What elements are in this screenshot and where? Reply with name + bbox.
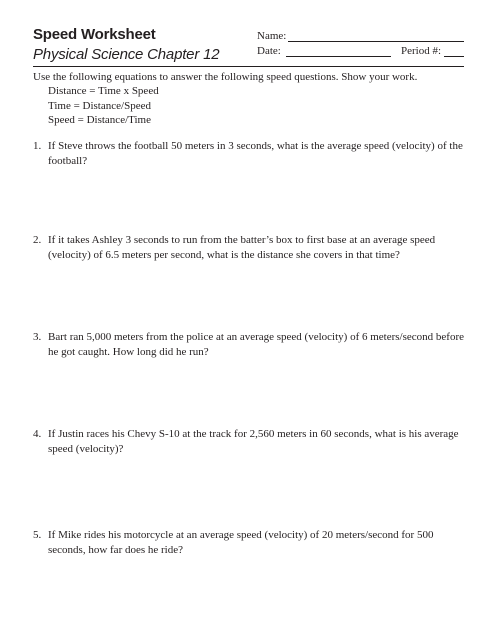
question-number: 1. — [33, 140, 42, 152]
equation-speed: Speed = Distance/Time — [48, 114, 151, 126]
equation-list — [48, 84, 159, 128]
question-3 — [33, 330, 473, 359]
question-2 — [33, 233, 473, 262]
question-5 — [33, 528, 473, 557]
question-1 — [33, 139, 473, 168]
instructions: Use the following equations to answer the following speed questions. Show your work. — [33, 71, 418, 83]
period-field-line[interactable] — [444, 56, 464, 57]
question-number: 3. — [33, 331, 42, 343]
date-field-line[interactable] — [286, 56, 391, 57]
worksheet-subtitle: Physical Science Chapter 12 — [33, 46, 220, 63]
question-text: If Mike rides his motorcycle at an average speed (velocity) of 20 meters/second for 500 seconds, how far does he ride? — [48, 529, 434, 556]
question-text: If Steve throws the football 50 meters in 3 seconds, what is the average speed (velocity) of the football? — [48, 140, 463, 167]
question-text: Bart ran 5,000 meters from the police at an average speed (velocity) of 6 meters/second before he got caught. How long did he run? — [48, 331, 464, 358]
question-text: If it takes Ashley 3 seconds to run from the batter’s box to first base at an average speed (velocity) of 6.5 meters per second, what is the distance she covers in that time? — [48, 234, 436, 261]
equation-distance: Distance = Time x Speed — [48, 85, 159, 97]
name-field-line[interactable] — [288, 41, 464, 42]
question-number: 5. — [33, 529, 42, 541]
question-number: 4. — [33, 428, 42, 440]
name-label: Name: — [257, 30, 287, 42]
question-4 — [33, 427, 473, 456]
question-number: 2. — [33, 234, 42, 246]
period-label: Period #: — [401, 45, 442, 57]
equation-time: Time = Distance/Speed — [48, 99, 151, 112]
date-label: Date: — [257, 45, 281, 57]
header-rule — [33, 66, 464, 67]
question-text: If Justin races his Chevy S-10 at the track for 2,560 meters in 60 seconds, what is his average speed (velocity)? — [48, 428, 459, 455]
worksheet-title: Speed Worksheet — [33, 26, 156, 43]
